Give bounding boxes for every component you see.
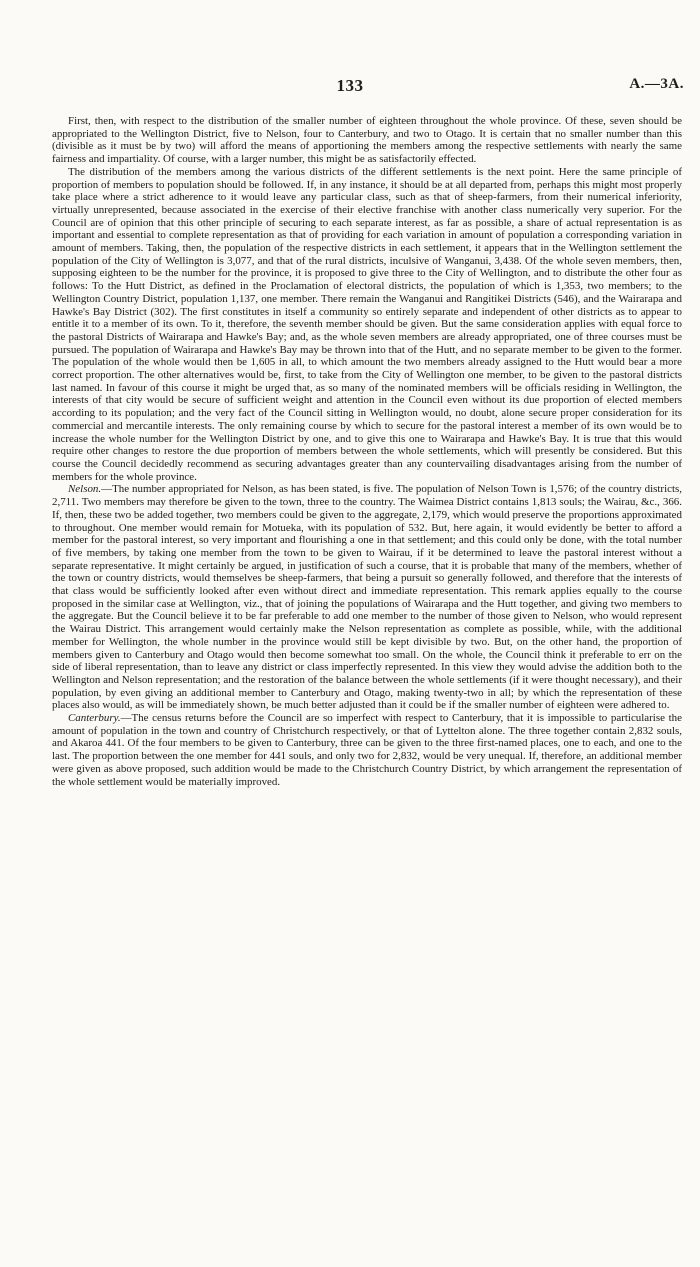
page-header bbox=[0, 76, 700, 98]
section-heading-canterbury: Canterbury. bbox=[68, 712, 121, 725]
paragraph-wellington bbox=[52, 166, 682, 484]
paragraph-text: The distribution of the members among the various districts of the different settlements is the next point. Here the same principle of proportion of members to population should be followed. If, in any instance, it should be at all departed from, perhaps this might most properly take place where a strict adherence to it would leave any particular class, such as that of sheep-farmers, from their numerical inferiority, virtually unrepresented, because associated in the exercise of their elective franchise with another class numerically very superior. For the Council are of opinion that this other principle of securing to each separate interest, as far as possible, a share of actual representation is as important and essential to complete representation as that of providing for each variation in amount of population a corresponding variation in amount of members. Taking, then, the population of the respective districts in each settlement, it appears that in the Wellington settlement the population of the City of Wellington is 3,077, and that of the rural districts, inculsive of Wanganui, 3,438. Of the whole seven members, then, supposing eighteen to be the number for the province, it is proposed to give three to the City of Wellington, and to distribute the other four as follows: To the Hutt District, as defined in the Proclamation of electoral districts, the population of which is 1,353, two members; to the Wellington Country District, population 1,137, one member. There remain the Wanganui and Rangitikei Districts (546), and the Wairarapa and Hawke's Bay District (302). The first constitutes in itself a community so entirely separate and independent of other districts as to appear to entitle it to a member of its own. To it, therefore, the seventh member should be given. But the same consideration applies with equal force to the pastoral Districts of Wairarapa and Hawke's Bay; and, as the whole seven members are already appropriated, one of three courses must be pursued. The population of Wairarapa and Hawke's Bay may be thrown into that of the Hutt, and no separate member to be given to the former. The population of the whole would then be 1,605 in all, to which amount the two members already assigned to the Hutt would bear a more correct proportion. The other alternatives would be, first, to take from the City of Wellington one member, to be given to the pastoral districts last named. In favour of this course it might be urged that, as so many of the nominated members will be officials residing in Wellington, the interests of that city would be secure of sufficient weight and attention in the Council even without its due proportion of elected members according to its population; and the very fact of the Council sitting in Wellington would, no doubt, alone secure proper consideration for its commercial and mercantile interests. The only remaining course by which to secure for the pastoral interest a member of its own would be to increase the whole number for the Wellington District by one, and to give this one to Wairarapa and Hawke's Bay. It is true that this would require other changes to restore the due proportion of members between the whole settlements, which will presently be considered. But this course the Council decidedly recommend as securing advantages greater than any countervailing disadvantages arising from the number of members for the whole province. bbox=[52, 165, 682, 483]
body-text bbox=[52, 115, 682, 1235]
paragraph-canterbury bbox=[52, 712, 682, 788]
page-number: 133 bbox=[336, 76, 364, 95]
paragraph-text: First, then, with respect to the distribution of the smaller number of eighteen throughout the whole province. Of these, seven should be appropriated to the Wellington District, five to Nelson, four to Canterbury, and two to Otago. It is certain that no smaller number than this (divisible as it must be by two) will afford the means of apportioning the members among the respective settlements with nearly the same fairness and impartiality. Of course, with a larger number, this might be as satisfactorily effected. bbox=[52, 115, 682, 166]
paragraph-distribution bbox=[52, 115, 682, 166]
paragraph-text: —The census returns before the Council are so imperfect with respect to Canterbury, that it is impossible to particularise the amount of population in the town and country of Christchurch respectively, or that of Lyttelton alone. The three together contain 2,832 souls, and Akaroa 441. Of the four members to be given to Canterbury, three can be given to the three first-named places, one to each, and one to the last. The proportion between the one member for 441 souls, and only two for 2,832, would be very unequal. If, therefore, an additional member were given as above proposed, such addition would be made to the Christchurch Country District, by which arrangement the representation of the whole settlement would be materially improved. bbox=[52, 712, 682, 788]
section-heading-nelson: Nelson. bbox=[68, 483, 102, 496]
document-reference: A.—3A. bbox=[629, 76, 684, 92]
paragraph-text: —The number appropriated for Nelson, as has been stated, is five. The population of Nelson Town is 1,576; of the country districts, 2,711. Two members may therefore be given to the town, three to the country. The Waimea District contains 1,813 souls; the Wairau, &c., 366. If, then, these two be added together, two members could be given to the aggregate, 2,179, which would preserve the proportions approximated to throughout. One member would remain for Motueka, with its population of 532. But, here again, it would evidently be better to afford a member for the pastoral interest, so very important and flourishing a one in that settlement; and this could only be done, with the total number of five members, by taking one member from the town to be given to Wairau, if it be determined to leave the pastoral interest without a separate representative. It might certainly be argued, in justification of such a course, that it is probable that many of the members, whether of the town or country districts, would themselves be sheep-farmers, that being a pursuit so generally followed, and therefore that the interests of that class would be sufficiently looked after even without direct and immediate representation. This remark applies equally to the course proposed in the similar case at Wellington, viz., that of joining the populations of Wairarapa and the Hutt together, and giving two members to the aggregate. But the Council believe it to be far preferable to add one member to the number of those given to Nelson, who would represent the Wairau District. This arrangement would certainly make the Nelson representation as complete as possible, while, with the additional member for Wellington, the whole number in the province would still be kept divisible by two. But, on the other hand, the proportion of members given to Canterbury and Otago would then become somewhat too small. On the whole, the Council think it preferable to err on the side of liberal representation, than to leave any district or class imperfectly represented. In this view they would advise the addition both to the Wellington and Nelson representation; and the restoration of the balance between the whole settlements (if it were thought necessary), and their population, by even giving an additional member to Canterbury and Otago, making twenty-two in all; by which the representation of these places also would, as will be immediately shown, be much better adjusted than it could be if the smaller number of eighteen were adhered to. bbox=[52, 483, 682, 712]
paragraph-nelson bbox=[52, 483, 682, 712]
